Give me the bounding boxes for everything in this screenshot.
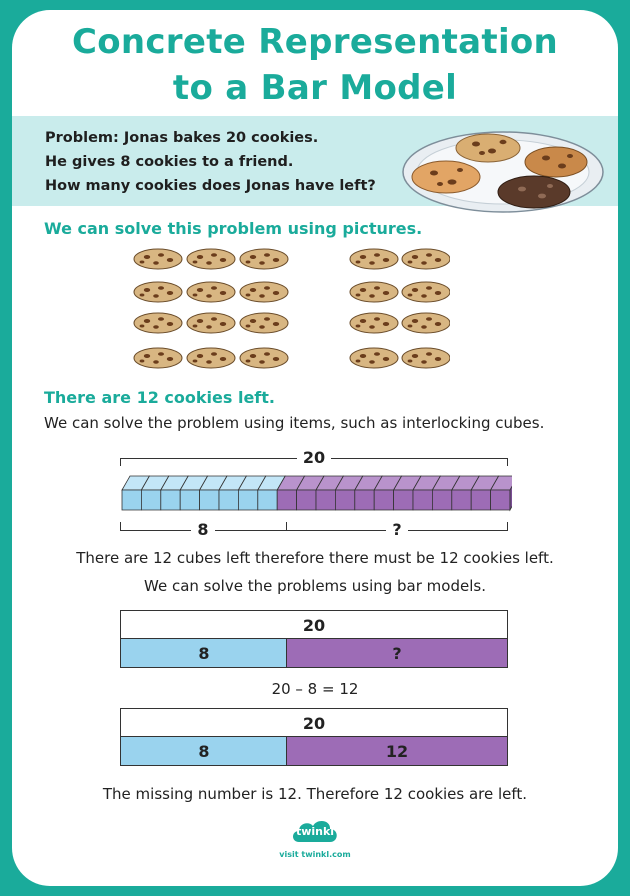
cookie-right — [350, 348, 398, 368]
bar-model-2 — [120, 708, 508, 766]
problem-line-3: How many cookies does Jonas have left? — [45, 178, 376, 194]
cookie-right — [402, 249, 450, 269]
equation: 20 – 8 = 12 — [271, 680, 359, 698]
cookie-left — [134, 313, 182, 333]
bar1-part: 8 — [120, 638, 288, 668]
bar-intro: We can solve the problems using bar models. — [144, 577, 486, 595]
bar2-total: 20 — [120, 708, 508, 738]
bar2-answer: 12 — [286, 736, 508, 766]
cookie-plate-image — [400, 120, 606, 214]
cookie-right — [402, 282, 450, 302]
problem-line-1: Problem: Jonas bakes 20 cookies. — [45, 130, 319, 146]
title-line-1: Concrete Representation — [71, 22, 559, 62]
cookie-left — [187, 282, 235, 302]
cookie-right — [350, 249, 398, 269]
cookie-left — [134, 348, 182, 368]
cookie-right — [350, 282, 398, 302]
worksheet-card — [12, 10, 618, 886]
cookie-left — [187, 348, 235, 368]
cookie-left — [134, 249, 182, 269]
result-heading: There are 12 cookies left. — [44, 388, 275, 407]
parts-bracket — [120, 520, 508, 539]
footer-url[interactable]: visit twinkl.com — [279, 850, 351, 859]
cubes-conclusion: There are 12 cubes left therefore there must be 12 cookies left. — [76, 549, 554, 567]
bar1-unknown: ? — [286, 638, 508, 668]
interlocking-cubes — [118, 472, 512, 512]
final-conclusion: The missing number is 12. Therefore 12 cookies are left. — [102, 785, 528, 803]
cubes-intro: We can solve the problem using items, such as interlocking cubes. — [44, 414, 545, 432]
bar1-total: 20 — [120, 610, 508, 640]
total-bracket — [120, 448, 508, 467]
cookie-left — [240, 348, 288, 368]
cookie-right — [402, 348, 450, 368]
total-label: 20 — [297, 448, 331, 467]
bar-model-1 — [120, 610, 508, 668]
cookie-left — [187, 249, 235, 269]
unknown-label: ? — [386, 520, 407, 539]
cookie-grid — [120, 246, 450, 380]
cookie-left — [240, 313, 288, 333]
cookie-left — [134, 282, 182, 302]
pictures-heading: We can solve this problem using pictures. — [44, 219, 423, 238]
cookie-right — [402, 313, 450, 333]
title-line-2: to a Bar Model — [172, 68, 458, 108]
problem-band — [12, 116, 618, 206]
problem-line-2: He gives 8 cookies to a friend. — [45, 154, 294, 170]
logo-text: twinkl — [295, 825, 335, 838]
cookie-left — [240, 249, 288, 269]
cookie-left — [240, 282, 288, 302]
bar2-part: 8 — [120, 736, 288, 766]
twinkl-logo[interactable] — [289, 816, 341, 846]
cookie-right — [350, 313, 398, 333]
cookie-left — [187, 313, 235, 333]
part-label: 8 — [191, 520, 214, 539]
